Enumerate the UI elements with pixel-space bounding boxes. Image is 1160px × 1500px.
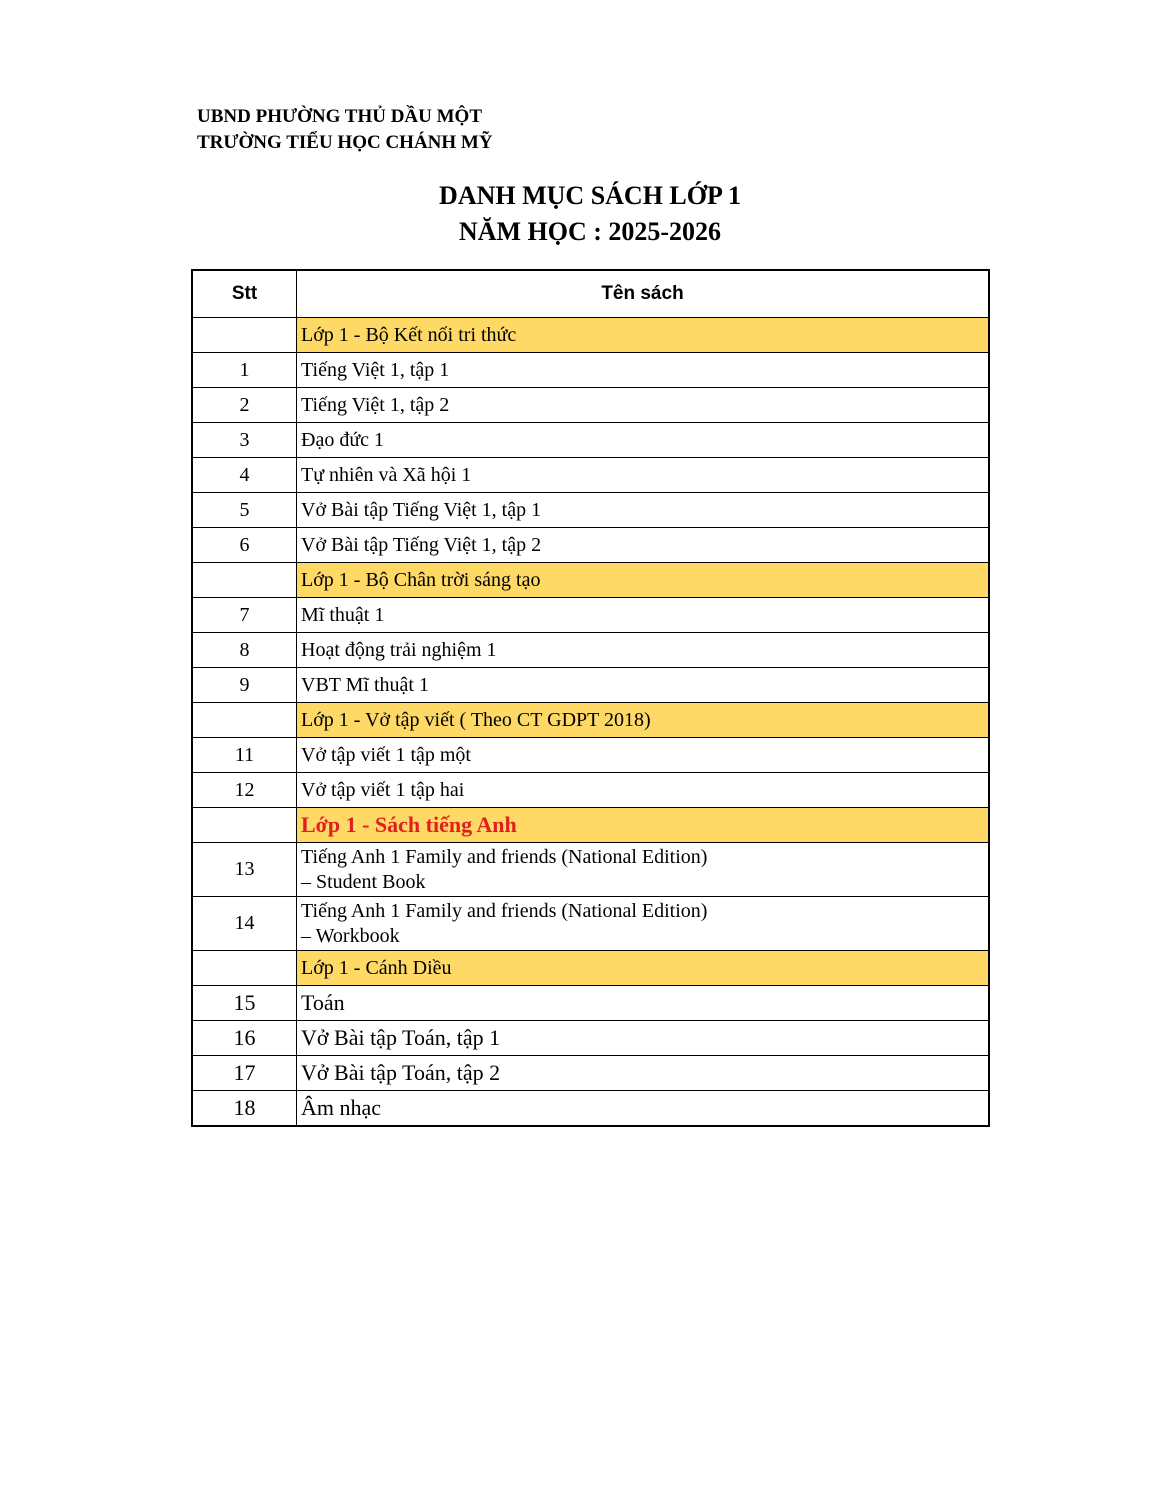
column-header-book-name: Tên sách	[297, 270, 990, 318]
title-line-1: DANH MỤC SÁCH LỚP 1	[439, 181, 741, 210]
row-stt: 6	[192, 528, 297, 563]
row-stt: 3	[192, 423, 297, 458]
row-book-name: Tiếng Việt 1, tập 2	[297, 388, 990, 423]
row-book-name: Mĩ thuật 1	[297, 598, 990, 633]
row-stt: 9	[192, 668, 297, 703]
row-stt: 11	[192, 738, 297, 773]
book-name-line-1: Tiếng Anh 1 Family and friends (National Edition)	[301, 845, 708, 868]
book-name-line-2: – Student Book	[301, 870, 426, 893]
row-book-name: Vở Bài tập Tiếng Việt 1, tập 2	[297, 528, 990, 563]
table-row	[192, 668, 989, 703]
row-book-name: Tự nhiên và Xã hội 1	[297, 458, 990, 493]
section-row	[192, 563, 989, 598]
section-row	[192, 318, 989, 353]
table-row	[192, 388, 989, 423]
row-stt: 13	[192, 843, 297, 897]
section-stt-empty	[192, 563, 297, 598]
row-book-name: VBT Mĩ thuật 1	[297, 668, 990, 703]
section-title: Lớp 1 - Cánh Diều	[297, 951, 990, 986]
row-book-name: Đạo đức 1	[297, 423, 990, 458]
row-book-name: Tiếng Việt 1, tập 1	[297, 353, 990, 388]
school-header	[197, 104, 493, 156]
table-row	[192, 598, 989, 633]
row-stt: 2	[192, 388, 297, 423]
section-stt-empty	[192, 703, 297, 738]
document-title	[0, 178, 1160, 250]
table-row	[192, 1056, 989, 1091]
book-name-line-2: – Workbook	[301, 924, 400, 947]
row-stt: 4	[192, 458, 297, 493]
row-book-name: Vở Bài tập Toán, tập 2	[297, 1056, 990, 1091]
row-stt: 1	[192, 353, 297, 388]
section-stt-empty	[192, 951, 297, 986]
section-title: Lớp 1 - Vở tập viết ( Theo CT GDPT 2018)	[297, 703, 990, 738]
row-book-name: Vở tập viết 1 tập một	[297, 738, 990, 773]
section-title: Lớp 1 - Sách tiếng Anh	[297, 808, 990, 843]
school-name: TRƯỜNG TIỂU HỌC CHÁNH MỸ	[197, 132, 493, 153]
row-book-name: Vở Bài tập Tiếng Việt 1, tập 1	[297, 493, 990, 528]
table-header-row	[192, 270, 989, 318]
section-row	[192, 951, 989, 986]
table-row	[192, 633, 989, 668]
section-title: Lớp 1 - Bộ Kết nối tri thức	[297, 318, 990, 353]
row-stt: 8	[192, 633, 297, 668]
table-row	[192, 493, 989, 528]
row-stt: 17	[192, 1056, 297, 1091]
row-book-name: Hoạt động trải nghiệm 1	[297, 633, 990, 668]
row-book-name: Toán	[297, 986, 990, 1021]
row-stt: 16	[192, 1021, 297, 1056]
row-stt: 7	[192, 598, 297, 633]
table-row	[192, 773, 989, 808]
book-name-line-1: Tiếng Anh 1 Family and friends (National Edition)	[301, 899, 708, 922]
row-book-name: Vở tập viết 1 tập hai	[297, 773, 990, 808]
table-row	[192, 738, 989, 773]
table-row	[192, 1021, 989, 1056]
row-book-name	[297, 897, 990, 951]
table-row	[192, 986, 989, 1021]
table-row	[192, 897, 989, 951]
ward-name: UBND PHƯỜNG THỦ DẦU MỘT	[197, 106, 482, 127]
section-stt-empty	[192, 318, 297, 353]
section-row-english	[192, 808, 989, 843]
row-book-name: Âm nhạc	[297, 1091, 990, 1127]
table-row	[192, 423, 989, 458]
section-row	[192, 703, 989, 738]
row-book-name: Vở Bài tập Toán, tập 1	[297, 1021, 990, 1056]
row-stt: 18	[192, 1091, 297, 1127]
row-stt: 15	[192, 986, 297, 1021]
section-title: Lớp 1 - Bộ Chân trời sáng tạo	[297, 563, 990, 598]
section-stt-empty	[192, 808, 297, 843]
row-stt: 14	[192, 897, 297, 951]
book-list-table	[191, 269, 990, 1127]
row-book-name	[297, 843, 990, 897]
table-row	[192, 458, 989, 493]
table-row	[192, 1091, 989, 1127]
table-row	[192, 528, 989, 563]
row-stt: 5	[192, 493, 297, 528]
column-header-stt: Stt	[192, 270, 297, 318]
title-line-2: NĂM HỌC : 2025-2026	[458, 217, 722, 246]
table-row	[192, 843, 989, 897]
row-stt: 12	[192, 773, 297, 808]
table-row	[192, 353, 989, 388]
